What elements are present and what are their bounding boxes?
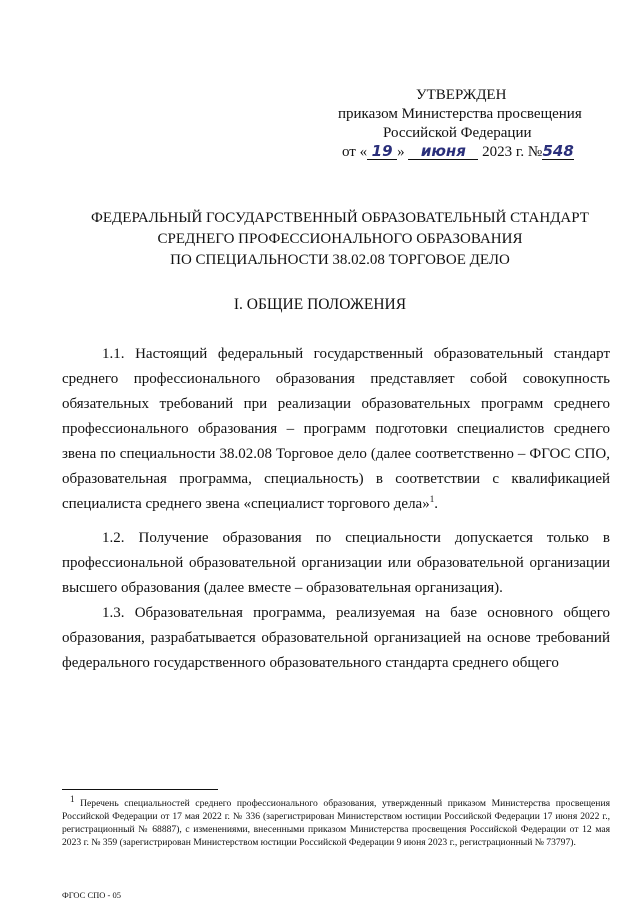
page-footer: ФГОС СПО - 05: [62, 890, 121, 900]
handwritten-number: 548: [542, 142, 574, 160]
date-prefix: от «: [342, 144, 368, 160]
footnote-text: Перечень специальностей среднего профессионального образования, утвержденный приказом Министерства просвещения Российской Федерации от 17 мая 2022 г. № 336 (зарегистрирован Министерством юстиции Российской Федерации 17 июня 2022 г., регистрационный № 68887), с изменениями, внесенными приказом Министерства просвещения Российской Федерации от 12 мая 2023 г. № 359 (зарегистрирован Министерством юстиции Российской Федерации 9 июня 2023 г., регистрационный № 73797).: [62, 798, 610, 848]
paragraph-1-1-end: .: [434, 496, 438, 512]
paragraph-1-2: [62, 526, 610, 601]
footnote: [62, 793, 610, 849]
paragraph-1-3-text: 1.3. Образовательная программа, реализуемая на базе основного общего образования, разрабатывается образовательной организацией на основе требований федерального государственного образовательного стандарта среднего общего: [62, 605, 610, 671]
date-year: 2023 г. №: [482, 144, 543, 160]
footnote-divider: [62, 789, 218, 790]
standard-title-line2: СРЕДНЕГО ПРОФЕССИОНАЛЬНОГО ОБРАЗОВАНИЯ: [157, 231, 523, 247]
handwritten-month: июня: [408, 143, 478, 160]
date-mid: »: [397, 144, 405, 160]
handwritten-day: 19: [367, 143, 397, 160]
standard-title-line1: ФЕДЕРАЛЬНЫЙ ГОСУДАРСТВЕННЫЙ ОБРАЗОВАТЕЛЬНЫЙ СТАНДАРТ: [91, 210, 589, 226]
approval-country-line: Российской Федерации: [383, 125, 532, 141]
paragraph-1-1-text: 1.1. Настоящий федеральный государственный образовательный стандарт среднего профессионального образования представляет собой совокупность обязательных требований при реализации образовательных программ среднего профессионального образования – программ подготовки специалистов среднего звена по специальности 38.02.08 Торговое дело (далее соответственно – ФГОС СПО, образовательная программа, специальность) в соответствии с квалификацией специалиста среднего звена «специалист торгового дела»: [62, 346, 610, 512]
standard-title-line3: ПО СПЕЦИАЛЬНОСТИ 38.02.08 ТОРГОВОЕ ДЕЛО: [170, 252, 510, 268]
section-title: I. ОБЩИЕ ПОЛОЖЕНИЯ: [233, 296, 407, 313]
approval-title: УТВЕРЖДЕН: [416, 87, 507, 103]
approval-date-line: [330, 143, 600, 162]
approval-order-line: приказом Министерства просвещения: [338, 106, 582, 122]
standard-title: [60, 208, 620, 271]
approval-block: [330, 86, 600, 162]
paragraph-1-3: [62, 601, 610, 676]
paragraph-1-2-text: 1.2. Получение образования по специальности допускается только в профессиональной образовательной организации или образовательной организации высшего образования (далее вместе – образовательная организация).: [62, 530, 610, 596]
footnote-mark: 1: [70, 793, 75, 804]
paragraph-1-1: [62, 342, 610, 517]
footnote-reference[interactable]: 1: [429, 494, 435, 504]
